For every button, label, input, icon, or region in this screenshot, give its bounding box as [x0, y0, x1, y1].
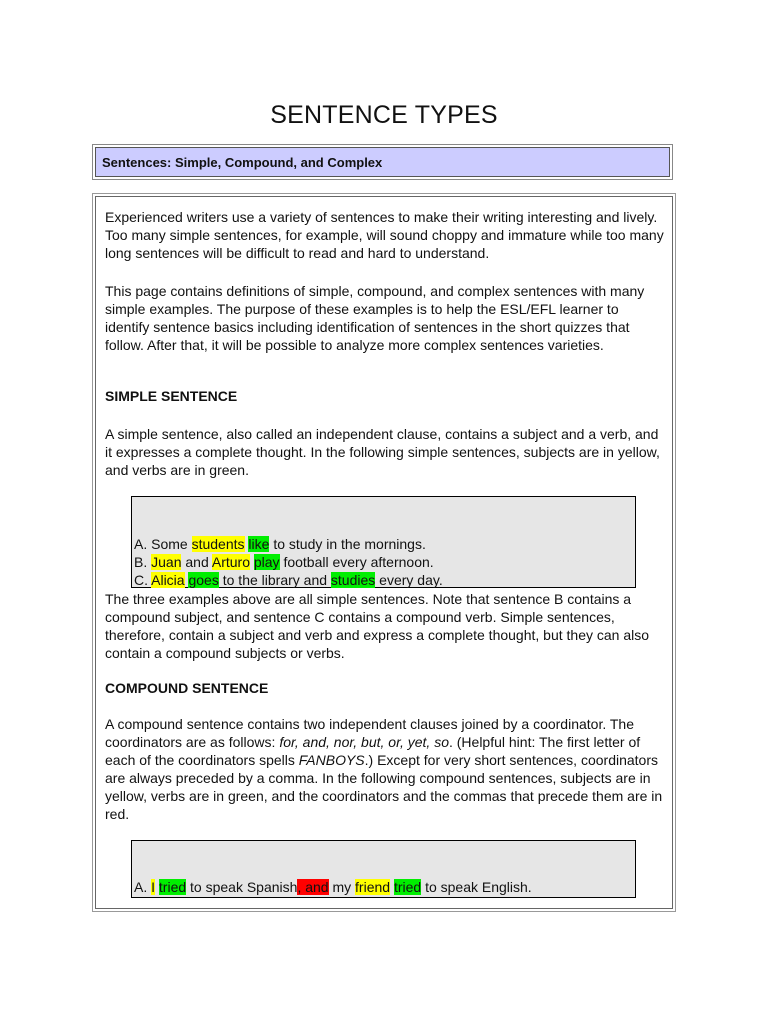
- intro-paragraph-1: Experienced writers use a variety of sentences to make their writing interesting and lively. Too many simple sentences, for example, will sound choppy and immature while too many long sentences will be difficult to read and hard to understand.: [105, 209, 664, 261]
- simple-sentence-definition: A simple sentence, also called an independent clause, contains a subject and a verb, and it expresses a complete thought. In the following simple sentences, subjects are in yellow, and verbs are in green.: [105, 426, 660, 478]
- intro-paragraph-2: This page contains definitions of simple, compound, and complex sentences with many simple examples. The purpose of these examples is to help the ESL/EFL learner to identify sentence basics including identification of sentences in the short quizzes that follow. After that, it will be possible to analyze more complex sentences varieties.: [105, 283, 645, 353]
- simple-example-a: A. Some students like to study in the mornings.: [134, 536, 426, 552]
- simple-examples-box: [131, 496, 636, 588]
- simple-sentence-heading: SIMPLE SENTENCE: [105, 388, 238, 404]
- section-header-label: Sentences: Simple, Compound, and Complex: [102, 155, 383, 170]
- section-header: [95, 147, 670, 177]
- compound-sentence-heading: COMPOUND SENTENCE: [105, 680, 269, 696]
- verb-highlight: goes: [188, 572, 219, 588]
- verb-highlight: tried: [158, 879, 187, 895]
- verb-highlight: studies: [330, 572, 376, 588]
- simple-example-c: C. Alicia goes to the library and studies every day.: [134, 572, 443, 588]
- compound-example-a: A. I tried to speak Spanish, and my friend tried to speak English.: [134, 879, 532, 895]
- subject-highlight: Juan: [151, 554, 182, 570]
- verb-highlight: tried: [393, 879, 422, 895]
- subject-highlight: Alicia: [151, 572, 185, 588]
- verb-highlight: like: [248, 536, 270, 552]
- subject-highlight: I: [151, 879, 156, 895]
- coordinator-highlight: , and: [297, 879, 329, 895]
- simple-sentence-explanation: The three examples above are all simple sentences. Note that sentence B contains a compound subject, and sentence C contains a compound verb. Simple sentences, therefore, contain a subject and verb and express a complete thought, but they can also contain a compound subjects or verbs.: [105, 591, 650, 661]
- verb-highlight: play: [253, 554, 280, 570]
- subject-highlight: students: [191, 536, 245, 552]
- page-title: SENTENCE TYPES: [270, 101, 498, 129]
- compound-sentence-definition: A compound sentence contains two independent clauses joined by a coordinator. The coordinators are as follows: for, and, nor, but, or, yet, so. (Helpful hint: The first letter of each of the coordinators spells FANBOYS.) Except for very short sentences, coordinators are always preceded by a comma. In the following compound sentences, subjects are in yellow, verbs are in green, and the coordinators and the commas that precede them are in red.: [105, 716, 663, 822]
- compound-examples-box: [131, 840, 636, 898]
- simple-example-b: B. Juan and Arturo play football every afternoon.: [134, 554, 434, 570]
- subject-highlight: Arturo: [211, 554, 250, 570]
- subject-highlight: friend: [355, 879, 391, 895]
